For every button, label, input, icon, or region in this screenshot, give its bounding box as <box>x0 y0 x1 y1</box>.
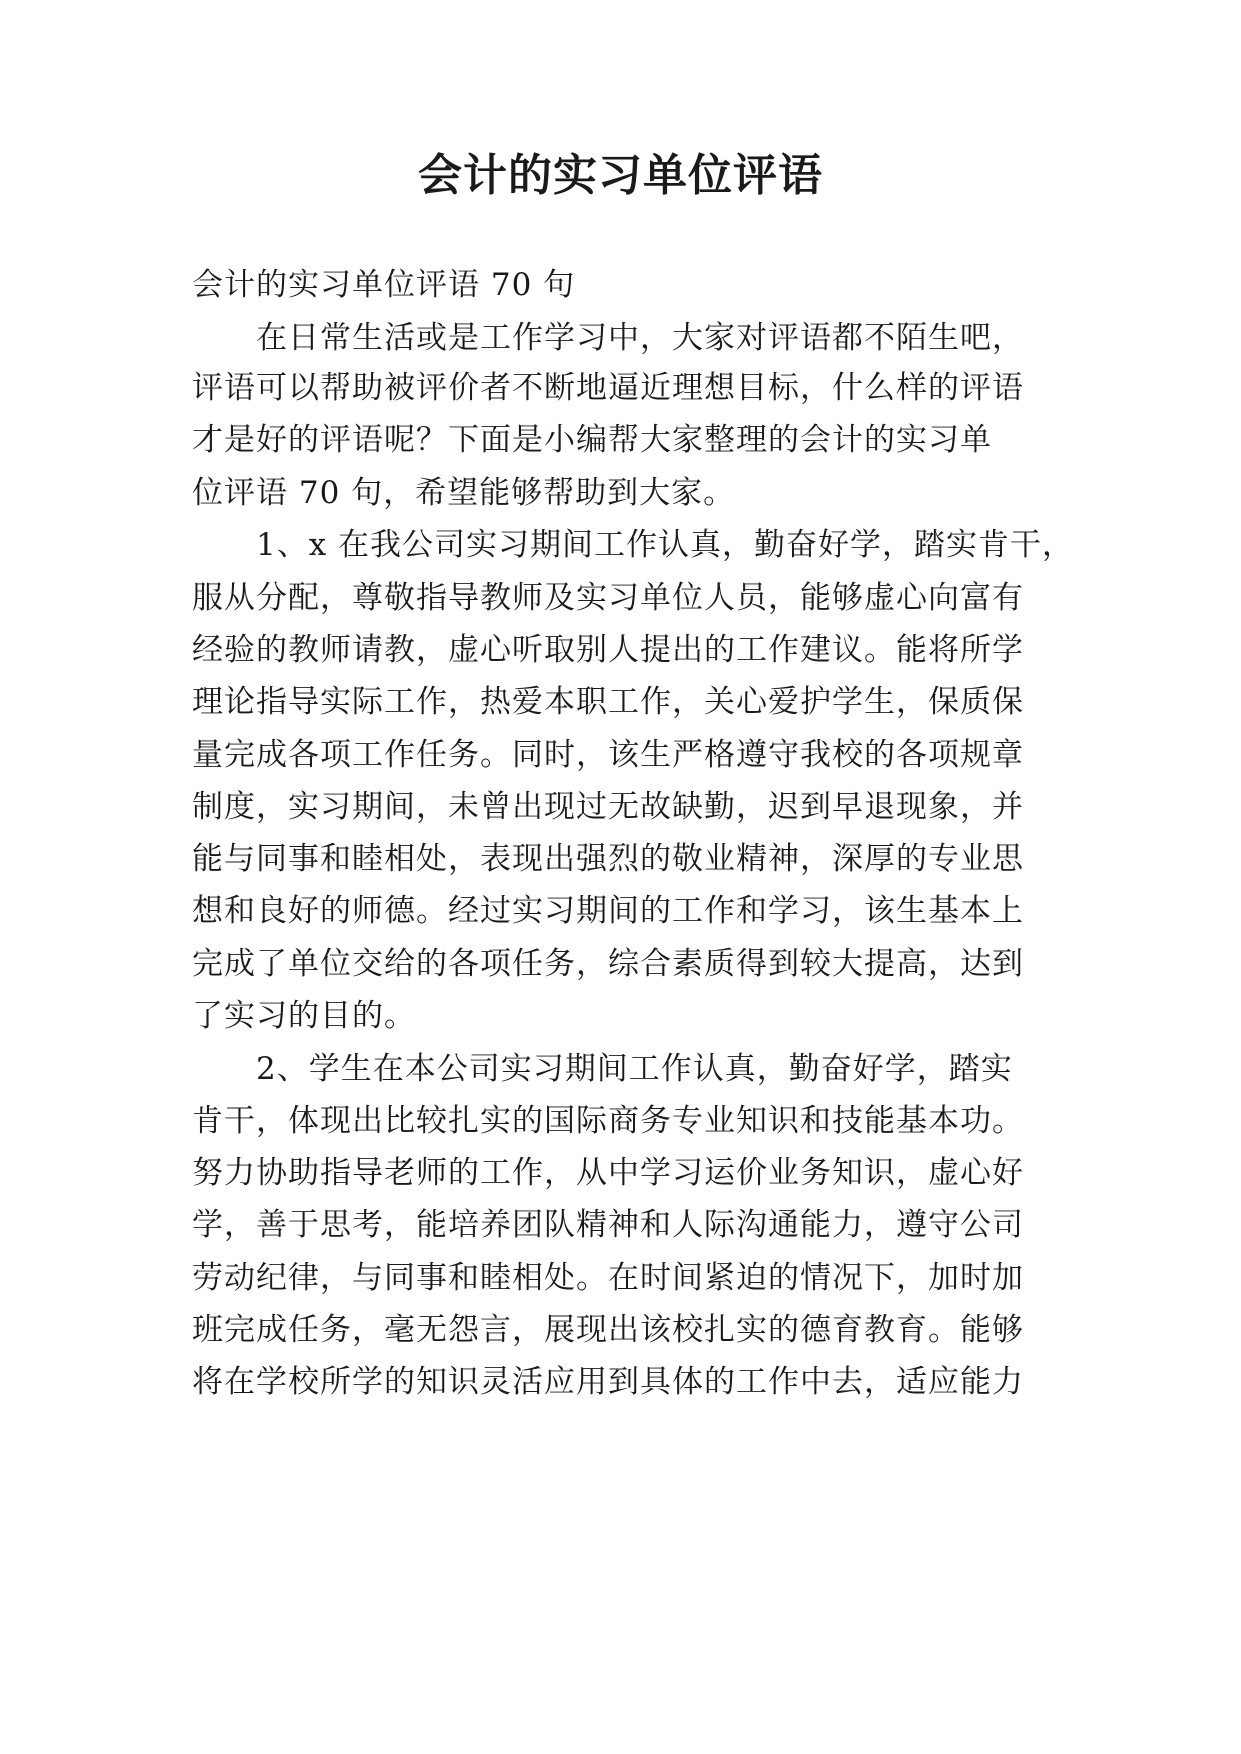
item-2-line: 2、学生在本公司实习期间工作认真，勤奋好学，踏实 <box>192 1051 1013 1087</box>
item-2-line: 努力协助指导老师的工作，从中学习运价业务知识，虚心好 <box>192 1155 1024 1191</box>
item-1-line: 了实习的目的。 <box>192 998 416 1034</box>
item-1-line: 1、x 在我公司实习期间工作认真，勤奋好学，踏实肯干， <box>192 527 1075 563</box>
item-1-line: 制度，实习期间，未曾出现过无故缺勤，迟到早退现象，并 <box>192 789 1024 825</box>
intro-line: 才是好的评语呢？下面是小编帮大家整理的会计的实习单 <box>192 422 992 458</box>
item-1-line: 理论指导实际工作，热爱本职工作，关心爱护学生，保质保 <box>192 684 1024 720</box>
item-2-line: 劳动纪律，与同事和睦相处。在时间紧迫的情况下，加时加 <box>192 1260 1024 1296</box>
item-2-line: 肯干，体现出比较扎实的国际商务专业知识和技能基本功。 <box>192 1103 1024 1139</box>
item-2-line: 将在学校所学的知识灵活应用到具体的工作中去，适应能力 <box>192 1364 1024 1400</box>
page-title: 会计的实习单位评语 <box>418 150 823 201</box>
item-1-line: 量完成各项工作任务。同时，该生严格遵守我校的各项规章 <box>192 737 1024 773</box>
item-1-line: 服从分配，尊敬指导教师及实习单位人员，能够虚心向富有 <box>192 580 1024 616</box>
item-1-line: 经验的教师请教，虚心听取别人提出的工作建议。能将所学 <box>192 632 1024 668</box>
intro-line: 在日常生活或是工作学习中，大家对评语都不陌生吧， <box>192 320 1024 356</box>
item-2-line: 班完成任务，毫无怨言，展现出该校扎实的德育教育。能够 <box>192 1312 1024 1348</box>
item-1-line: 想和良好的师德。经过实习期间的工作和学习，该生基本上 <box>192 893 1024 929</box>
item-1-line: 完成了单位交给的各项任务，综合素质得到较大提高，达到 <box>192 946 1024 982</box>
intro-line: 评语可以帮助被评价者不断地逼近理想目标，什么样的评语 <box>192 370 1024 406</box>
item-1-line: 能与同事和睦相处，表现出强烈的敬业精神，深厚的专业思 <box>192 841 1024 877</box>
subtitle-line: 会计的实习单位评语 70 句 <box>192 267 576 303</box>
item-2-line: 学，善于思考，能培养团队精神和人际沟通能力，遵守公司 <box>192 1207 1024 1243</box>
intro-line: 位评语 70 句，希望能够帮助到大家。 <box>192 475 736 511</box>
